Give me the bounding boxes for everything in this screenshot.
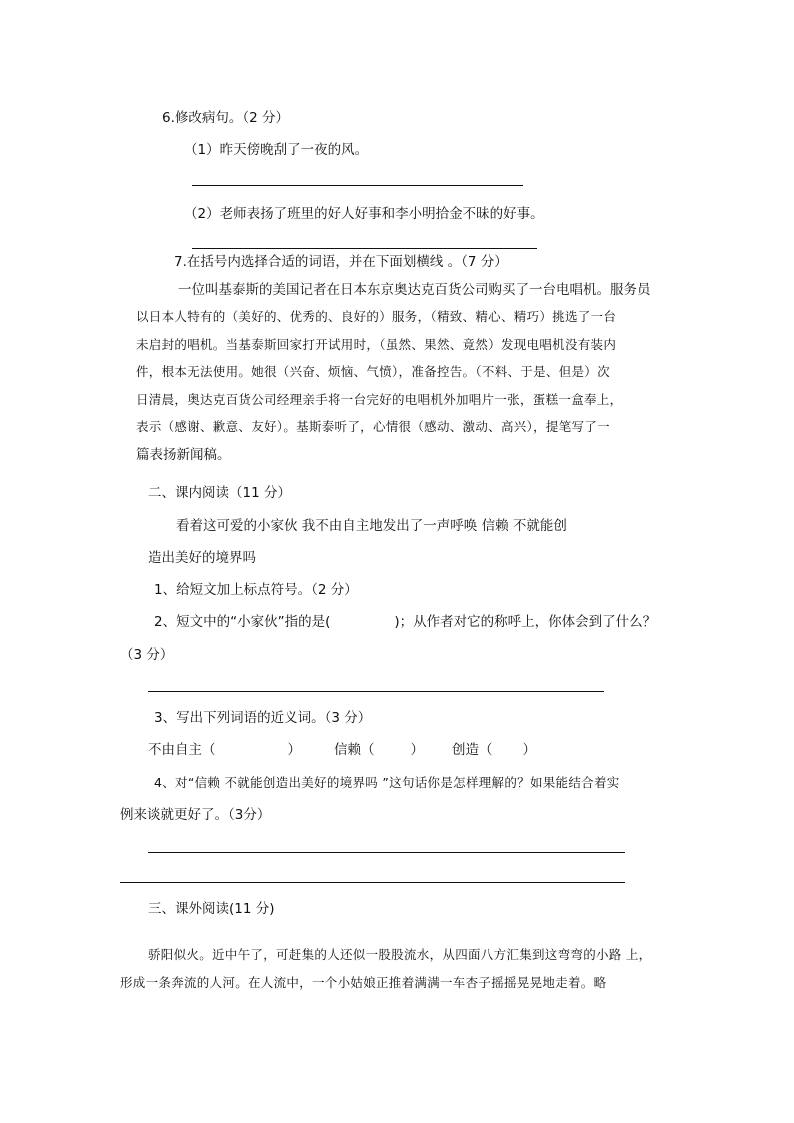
passage-line: 看着这可爱的小家伙 我不由自主地发出了一声呼唤 信赖 不就能创 <box>176 518 567 534</box>
synonym-item-2: 信赖（ ） <box>334 742 424 758</box>
q7-paragraph-line: 篇表扬新闻稿。 <box>136 447 231 463</box>
q7-paragraph-line: 件，根本无法使用。她很（兴奋、烦恼、气愤），准备控告。（不料、于是、但是）次 <box>136 364 610 379</box>
sec2-question-1: 1、给短文加上标点符号。（2 分） <box>154 582 358 598</box>
q6-sentence-1: （1）昨天傍晚刮了一夜的风。 <box>184 142 369 158</box>
q7-paragraph-line: 表示（感谢、歉意、友好）。基斯泰听了，心情很（感动、激动、高兴），提笔写了一 <box>136 419 610 434</box>
answer-line <box>148 852 625 853</box>
sec2-question-4: 4、对“信赖 不就能创造出美好的境界吗 ”这句话你是怎样理解的？如果能结合着实 <box>154 775 620 790</box>
sec2-question-4-cont: 例来谈就更好了。（3分） <box>120 807 271 823</box>
answer-line <box>192 248 537 249</box>
answer-line <box>120 882 625 883</box>
q7-paragraph-line: 日清晨，奥达克百货公司经理亲手将一台完好的电唱机外加唱片一张，蛋糕一盒奉上， <box>136 392 623 407</box>
answer-line <box>192 185 523 186</box>
sec2-question-2-score: （3 分） <box>120 647 174 663</box>
q6-title: 6.修改病句。（2 分） <box>162 110 290 126</box>
passage-line: 造出美好的境界吗 <box>148 550 256 566</box>
q6-sentence-2: （2）老师表扬了班里的好人好事和李小明拾金不昧的好事。 <box>184 206 544 222</box>
q7-paragraph-line: 以日本人特有的（美好的、优秀的、良好的）服务，（精致、精心、精巧）挑选了一台 <box>136 309 617 324</box>
reading-paragraph-line: 骄阳似火。近中午了，可赶集的人还似一股股流水，从四面八方汇集到这弯弯的小路 上， <box>148 947 652 962</box>
q7-title: 7.在括号内选择合适的词语，并在下面划横线 。（7 分） <box>174 254 508 270</box>
q7-paragraph-line: 未启封的唱机。当基泰斯回家打开试用时，（虽然、果然、竟然）发现电唱机没有装内 <box>136 337 617 352</box>
sec2-question-2: 2、短文中的“小家伙”指的是( )；从作者对它的称呼上，你体会到了什么？ <box>154 614 657 630</box>
synonym-item-3: 创造（ ） <box>452 742 536 758</box>
synonym-item-1: 不由自主（ ） <box>148 742 301 758</box>
section-3-title: 三、课外阅读(11 分) <box>148 901 275 917</box>
q7-paragraph-line: 一位叫基泰斯的美国记者在日本东京奥达克百货公司购买了一台电唱机。服务员 <box>178 282 651 298</box>
section-2-title: 二、课内阅读（11 分） <box>148 485 291 501</box>
answer-line <box>148 691 604 692</box>
sec2-question-3: 3、写出下列词语的近义词。（3 分） <box>154 710 372 726</box>
reading-paragraph-line: 形成一条奔流的人河。在人流中，一个小姑娘正推着满满一车杏子摇摇晃晃地走着。略 <box>120 975 607 990</box>
